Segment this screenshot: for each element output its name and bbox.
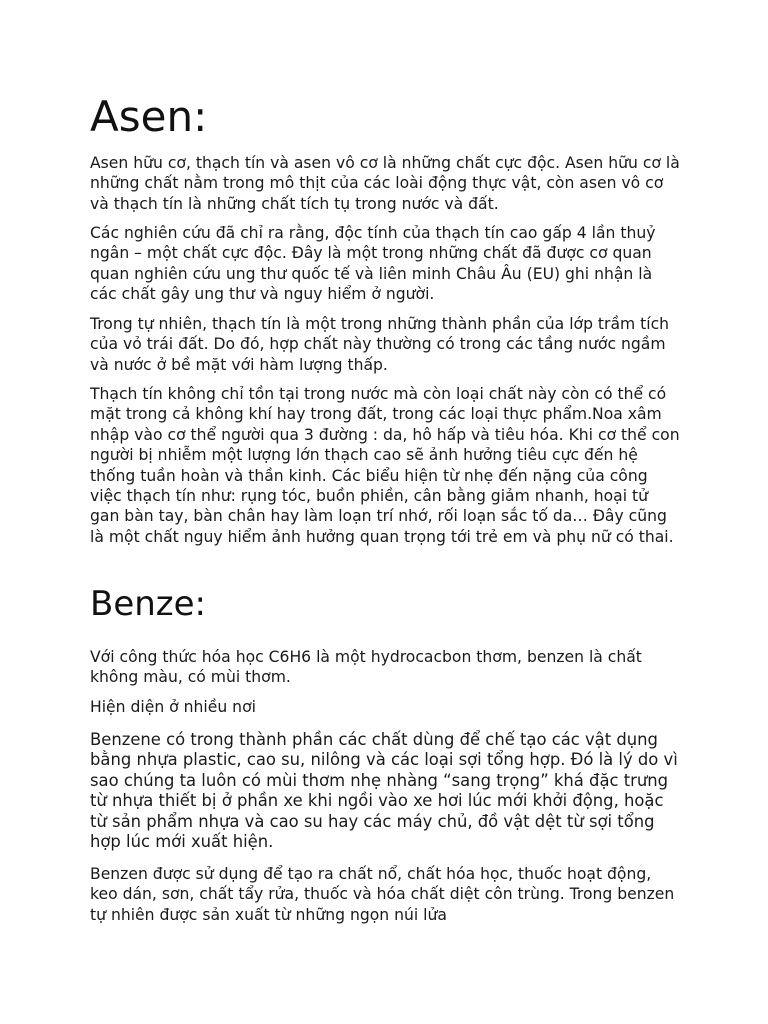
paragraph-asen-2: Các nghiên cứu đã chỉ ra rằng, độc tính của thạch tín cao gấp 4 lần thuỷ ngân – một chất cực độc. Đây là một trong những chất đã được cơ quan quan nghiên cứu ung thư quốc tế và liên minh Châu Âu (EU) ghi nhận là các chất gây ung thư và nguy hiểm ở người. bbox=[90, 224, 656, 304]
paragraph-asen-4: Thạch tín không chỉ tồn tại trong nước mà còn loại chất này còn có thể có mặt trong cả không khí hay trong đất, trong các loại thực phẩm.Noa xâm nhập vào cơ thể người qua 3 đường : da, hô hấp và tiêu hóa. Khi cơ thể con người bị nhiễm một lượng lớn thạch cao sẽ ảnh hưởng tiêu cực đến hệ thống tuần hoàn và thần kinh. Các biểu hiện từ nhẹ đến nặng của công việc thạch tín như: rụng tóc, buồn phiền, cân bằng giảm nhanh, hoại tử gan bàn tay, bàn chân hay làm loạn trí nhớ, rối loạn sắc tố da… Đây cũng là một chất nguy hiểm ảnh hưởng quan trọng tới trẻ em và phụ nữ có thai. bbox=[90, 385, 680, 546]
paragraph-asen-1: Asen hữu cơ, thạch tín và asen vô cơ là những chất cực độc. Asen hữu cơ là những chất nằm trong mô thịt của các loài động thực vật, còn asen vô cơ và thạch tín là những chất tích tụ trong nước và đất. bbox=[90, 154, 680, 213]
paragraph-benze-4: Benzen được sử dụng để tạo ra chất nổ, chất hóa học, thuốc hoạt động, keo dán, sơn, chất tẩy rửa, thuốc và hóa chất diệt côn trùng. Trong benzen tự nhiên được sản xuất từ những ngọn núi lửa bbox=[90, 865, 675, 924]
paragraph-benze-3: Benzene có trong thành phần các chất dùng để chế tạo các vật dụng bằng nhựa plastic, cao su, nilông và các loại sợi tổng hợp. Đó là lý do vì sao chúng ta luôn có mùi thơm nhẹ nhàng “sang trọng” khá đặc trưng từ nhựa thiết bị ở phần xe khi ngồi vào xe hơi lúc mới khởi động, hoặc từ sản phẩm nhựa và cao su hay các máy chủ, đồ vật dệt từ sợi tổng hợp lúc mới xuất hiện. bbox=[90, 730, 678, 852]
section-heading-asen: Asen: bbox=[90, 92, 208, 141]
section-heading-benze: Benze: bbox=[90, 584, 207, 624]
paragraph-benze-1: Với công thức hóa học C6H6 là một hydrocacbon thơm, benzen là chất không màu, có mùi thơm. bbox=[90, 648, 642, 687]
paragraph-benze-2: Hiện diện ở nhiều nơi bbox=[90, 698, 256, 716]
paragraph-asen-3: Trong tự nhiên, thạch tín là một trong những thành phần của lớp trầm tích của vỏ trái đất. Do đó, hợp chất này thường có trong các tầng nước ngầm và nước ở bề mặt với hàm lượng thấp. bbox=[90, 315, 670, 374]
